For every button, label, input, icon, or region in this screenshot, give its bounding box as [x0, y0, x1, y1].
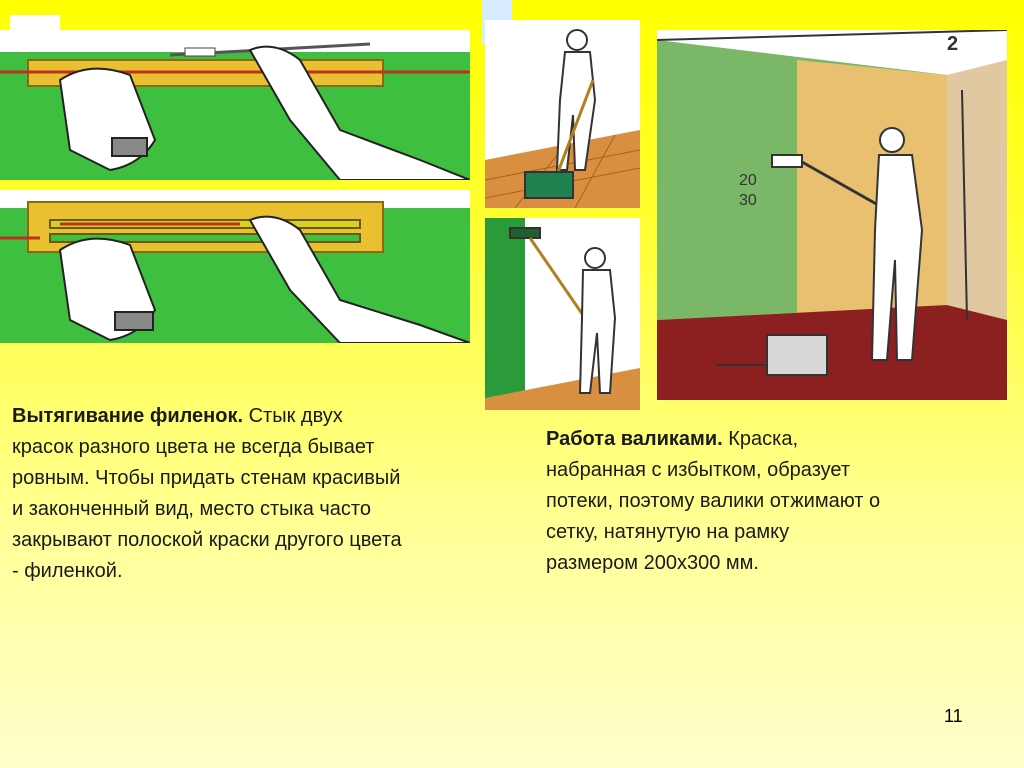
molding-illustration-bottom: [0, 190, 470, 343]
roller-caption-line-3: потеки, поэтому валики отжимают о: [546, 490, 881, 512]
roller-caption-line-1: [546, 424, 1016, 455]
room-dim-label-2: 30: [739, 192, 757, 209]
molding-caption-line-4: и законченный вид, место стыка часто: [12, 498, 371, 520]
roller-caption-line-4: сетку, натянутую на рамку: [546, 521, 790, 543]
room-height-label: 2: [947, 33, 959, 55]
roller-caption-line-5: размером 200х300 мм.: [546, 552, 759, 574]
roller-caption-line-2: набранная с избытком, образует: [546, 459, 851, 481]
molding-caption-line-5: закрывают полоской краски другого цвета: [12, 529, 402, 551]
page-number: 11: [944, 706, 963, 726]
molding-caption-line-6: - филенкой.: [12, 560, 123, 582]
molding-caption-line-1: [12, 401, 512, 432]
molding-caption-text-1: Стык двух: [248, 405, 343, 427]
molding-caption-line-2: красок разного цвета не всегда бывает: [12, 436, 375, 458]
molding-caption: [12, 401, 512, 587]
roller-caption: [546, 424, 1016, 579]
roller-wall-illustration: [485, 218, 640, 410]
molding-illustration-top: [0, 30, 470, 180]
roller-caption-text-1: Краска,: [728, 428, 799, 450]
room-dim-label-1: 20: [739, 172, 757, 189]
roller-floor-illustration: [485, 20, 640, 208]
molding-caption-line-3: ровным. Чтобы придать стенам красивый: [12, 467, 401, 489]
roller-caption-heading: Работа валиками.: [546, 428, 723, 450]
room-roller-illustration: [657, 30, 1007, 400]
molding-caption-heading: Вытягивание филенок.: [12, 405, 244, 427]
